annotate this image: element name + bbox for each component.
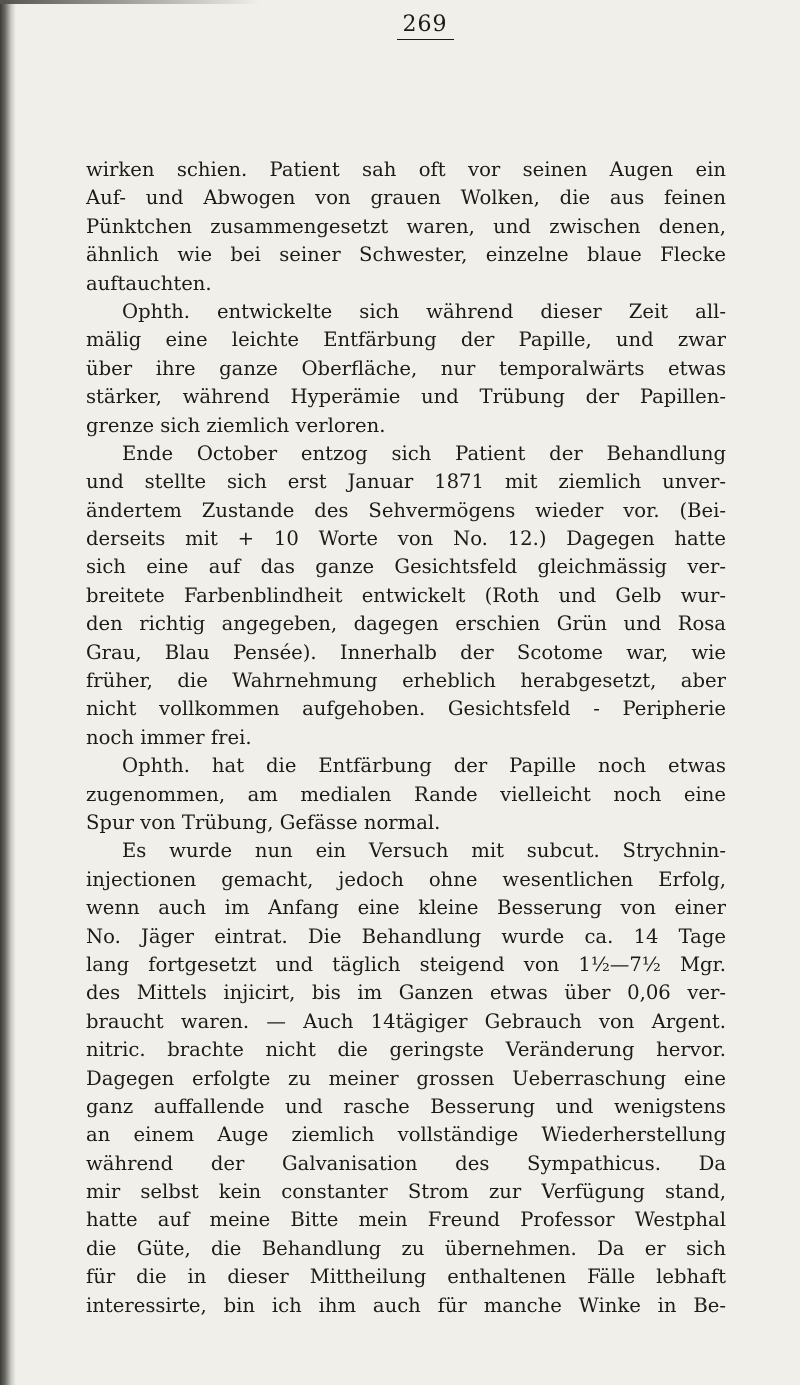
text-line: Spur von Trübung, Gefässe normal. — [86, 810, 441, 834]
text-line: sich eine auf das ganze Gesichtsfeld gleichmässig ver- — [86, 555, 726, 579]
text-line: wirken schien. Patient sah oft vor seinen Augen ein — [86, 158, 726, 181]
text-line: braucht waren. — Auch 14tägiger Gebrauch von Argent. — [86, 1009, 726, 1033]
text-line: lang fortgesetzt und täglich steigend von 1½—7½ Mgr. — [86, 952, 726, 976]
text-line: grenze sich ziemlich verloren. — [86, 413, 386, 437]
text-line: des Mittels injicirt, bis im Ganzen etwas über 0,06 ver- — [86, 981, 726, 1005]
text-line: an einem Auge ziemlich vollständige Wiederherstellung — [86, 1123, 726, 1147]
text-line: breitete Farbenblindheit entwickelt (Roth und Gelb wur- — [86, 583, 726, 607]
text-line: No. Jäger eintrat. Die Behandlung wurde ca. 14 Tage — [86, 924, 726, 948]
text-line: ändertem Zustande des Sehvermögens wieder vor. (Bei- — [86, 498, 726, 522]
text-line: früher, die Wahrnehmung erheblich herabgesetzt, aber — [86, 669, 726, 693]
text-line: mälig eine leichte Entfärbung der Papille, und zwar — [86, 328, 726, 352]
page-number — [0, 12, 800, 37]
text-line: nitric. brachte nicht die geringste Veränderung hervor. — [86, 1038, 726, 1062]
text-line: nicht vollkommen aufgehoben. Gesichtsfeld - Peripherie — [86, 697, 726, 721]
text-line: den richtig angegeben, dagegen erschien Grün und Rosa — [86, 612, 726, 636]
page-binding-edge — [0, 0, 16, 1385]
text-line: für die in dieser Mittheilung enthaltenen Fälle lebhaft — [86, 1265, 726, 1289]
text-line: Ophth. entwickelte sich während dieser Zeit all- — [122, 299, 726, 323]
scan-top-edge — [0, 0, 260, 4]
text-line: Ophth. hat die Entfärbung der Papille noch etwas — [122, 754, 726, 778]
text-line: Pünktchen zusammengesetzt waren, und zwischen denen, — [86, 214, 726, 238]
text-line: Grau, Blau Pensée). Innerhalb der Scotome war, wie — [86, 640, 726, 664]
page-number-text: 269 — [397, 12, 454, 40]
text-line: und stellte sich erst Januar 1871 mit ziemlich unver- — [86, 470, 726, 494]
body-text — [86, 156, 726, 1320]
text-line: Dagegen erfolgte zu meiner grossen Ueberraschung eine — [86, 1066, 726, 1090]
text-line: interessirte, bin ich ihm auch für manche Winke in Be- — [86, 1293, 726, 1317]
text-line: mir selbst kein constanter Strom zur Verfügung stand, — [86, 1180, 726, 1204]
text-line: Auf- und Abwogen von grauen Wolken, die aus feinen — [86, 186, 726, 210]
text-line: Es wurde nun ein Versuch mit subcut. Strychnin- — [122, 839, 726, 863]
text-line: ganz auffallende und rasche Besserung und wenigstens — [86, 1094, 726, 1118]
text-line: ähnlich wie bei seiner Schwester, einzelne blaue Flecke — [86, 243, 726, 267]
text-line: auftauchten. — [86, 271, 212, 295]
text-line: zugenommen, am medialen Rande vielleicht noch eine — [86, 782, 726, 806]
text-line: während der Galvanisation des Sympathicus. Da — [86, 1151, 726, 1175]
text-line: die Güte, die Behandlung zu übernehmen. Da er sich — [86, 1236, 726, 1260]
text-line: Ende October entzog sich Patient der Behandlung — [122, 441, 726, 465]
text-line: noch immer frei. — [86, 725, 252, 749]
text-line: stärker, während Hyperämie und Trübung der Papillen- — [86, 385, 726, 409]
text-line: derseits mit + 10 Worte von No. 12.) Dagegen hatte — [86, 527, 726, 551]
text-line: wenn auch im Anfang eine kleine Besserung von einer — [86, 896, 726, 920]
text-line: hatte auf meine Bitte mein Freund Professor Westphal — [86, 1208, 726, 1232]
text-line: injectionen gemacht, jedoch ohne wesentlichen Erfolg, — [86, 867, 726, 891]
text-line: über ihre ganze Oberfläche, nur temporalwärts etwas — [86, 356, 726, 380]
